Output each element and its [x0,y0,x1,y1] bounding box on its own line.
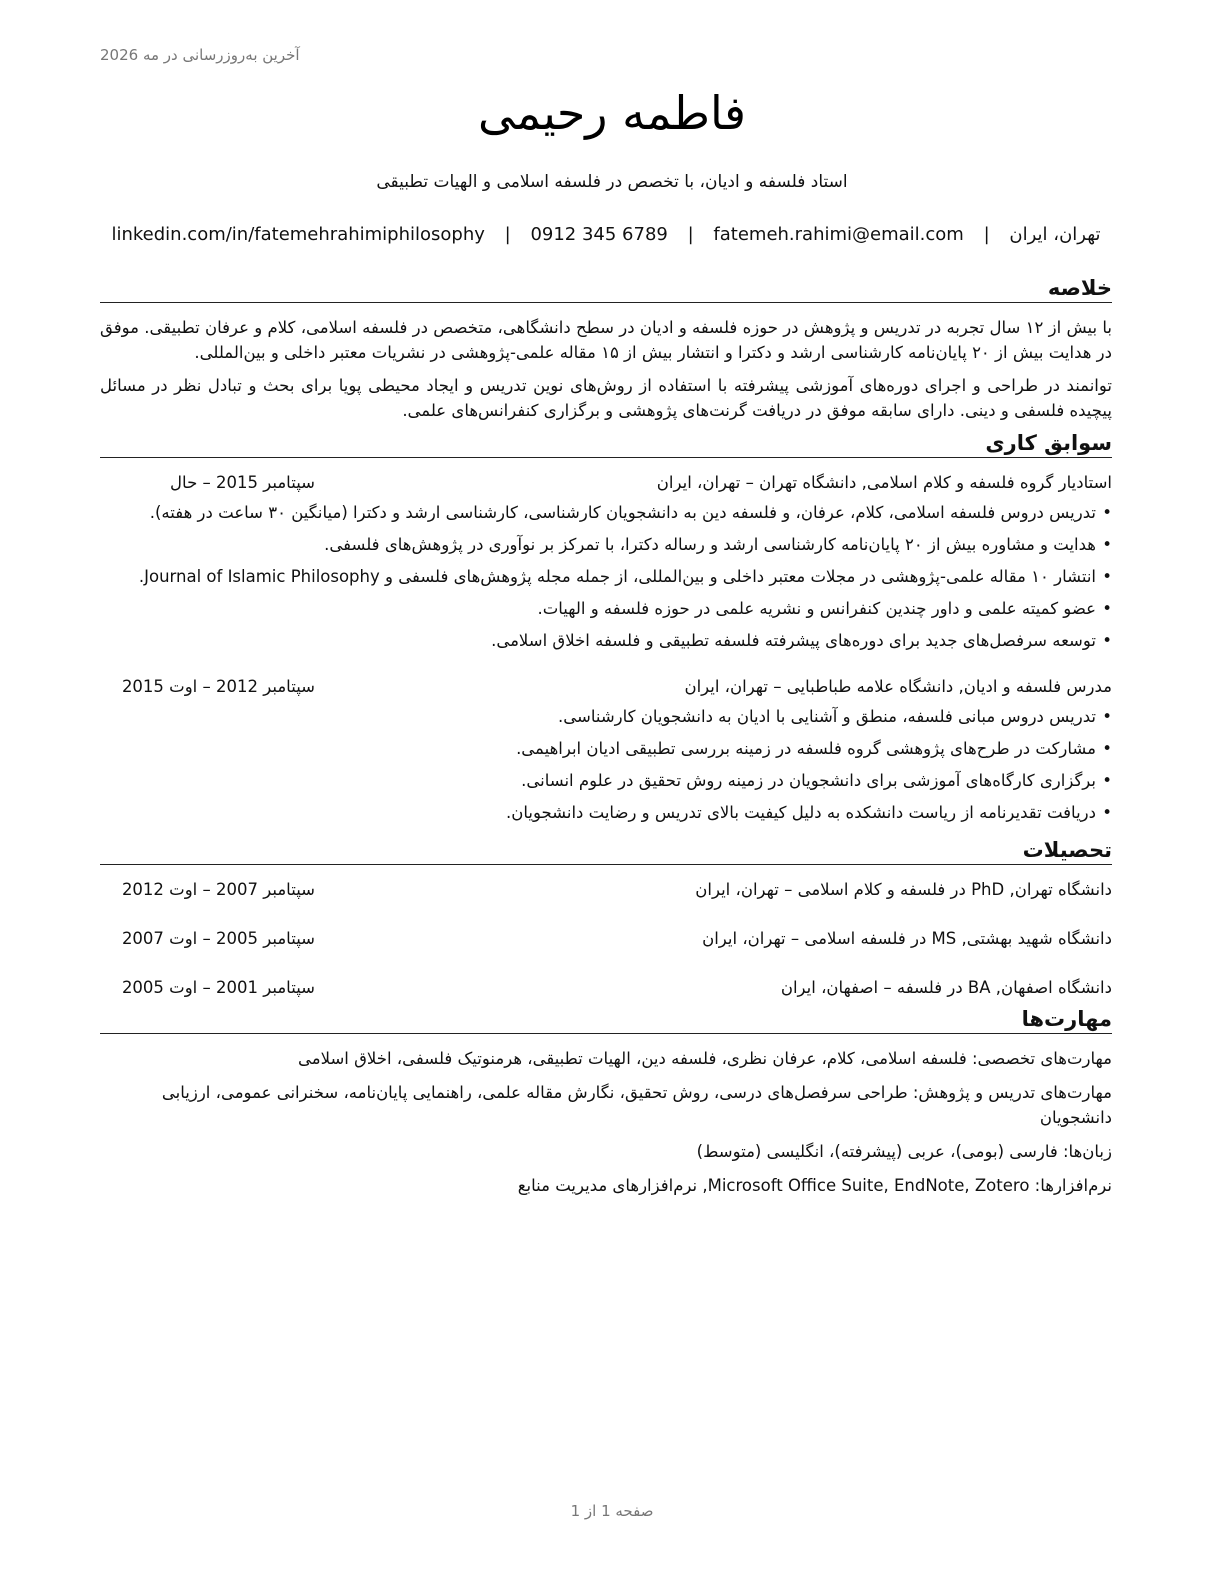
job-entry [100,674,1112,826]
bullet-item: • توسعه سرفصل‌های جدید برای دوره‌های پیشرفته فلسفه تطبیقی و فلسفه اخلاق اسلامی. [100,628,1112,654]
skill-line: مهارت‌های تدریس و پژوهش: طراحی سرفصل‌های درسی، روش تحقیق، نگارش مقاله علمی، راهنمایی پایان‌نامه، سخنرانی عمومی، ارزیابی دانشجویان [161,1083,1112,1127]
section-title: خلاصه [100,276,1112,303]
section-title: تحصیلات [100,838,1112,865]
education-entry [100,877,1112,903]
bullet-item: • مشارکت در طرح‌های پژوهشی گروه فلسفه در زمینه بررسی تطبیقی ادیان ابراهیمی. [100,736,1112,762]
contact-separator: | [983,224,990,245]
section-title: مهارت‌ها [100,1007,1112,1034]
job-header [100,470,1112,496]
job-bullets [100,704,1112,826]
resume-content [100,276,1112,1207]
bullet-item: • تدریس دروس فلسفه اسلامی، کلام، عرفان، و فلسفه دین به دانشجویان کارشناسی، کارشناسی ارشد و دکترا (میانگین ۳۰ ساعت در هفته). [100,500,1112,526]
summary-paragraph: با بیش از ۱۲ سال تجربه در تدریس و پژوهش در حوزه فلسفه و ادیان در سطح دانشگاهی، متخصص در فلسفه اسلامی، کلام و عرفان تطبیقی. موفق در هدایت بیش از ۲۰ پایان‌نامه کارشناسی ارشد و دکترا و انتشار بیش از ۱۵ مقاله علمی-پژوهشی در نشریات معتبر داخلی و بین‌المللی. [100,318,1112,362]
page-number: صفحه 1 از 1 [570,1502,654,1520]
education-degree: دانشگاه تهران, PhD در فلسفه و کلام اسلامی – تهران، ایران [695,880,1112,899]
skill-line: نرم‌افزارها: Microsoft Office Suite, EndNote, Zotero, نرم‌افزارهای مدیریت منابع [517,1176,1112,1195]
job-header [100,674,1112,700]
summary-section [100,276,1112,423]
person-name: فاطمه رحیمی [478,86,746,140]
bullet-item: • دریافت تقدیرنامه از ریاست دانشکده به دلیل کیفیت بالای تدریس و رضایت دانشجویان. [100,800,1112,826]
contact-line [100,224,1112,245]
headline: استاد فلسفه و ادیان، با تخصص در فلسفه اسلامی و الهیات تطبیقی [376,172,848,192]
contact-separator: | [504,224,511,245]
summary-paragraph: توانمند در طراحی و اجرای دوره‌های آموزشی پیشرفته با استفاده از روش‌های نوین تدریس و ایجاد محیطی پویا برای بحث و تبادل نظر در مسائل پیچیده فلسفی و دینی. دارای سابقه موفق در دریافت گرنت‌های پژوهشی و برگزاری کنفرانس‌های علمی. [100,376,1112,420]
education-entry [100,975,1112,1001]
contact-linkedin[interactable]: linkedin.com/in/fatemehrahimiphilosophy [111,224,485,245]
contact-email[interactable]: fatemeh.rahimi@email.com [713,224,964,245]
education-dates: سپتامبر 2005 – اوت 2007 [121,929,315,948]
job-role: مدرس فلسفه و ادیان, دانشگاه علامه طباطبایی – تهران، ایران [684,677,1112,696]
job-dates: سپتامبر 2012 – اوت 2015 [121,677,315,696]
bullet-item: • انتشار ۱۰ مقاله علمی-پژوهشی در مجلات معتبر داخلی و بین‌المللی، از جمله مجله پژوهش‌های فلسفی و Journal of Islamic Philosophy. [100,564,1112,590]
bullet-item: • هدایت و مشاوره بیش از ۲۰ پایان‌نامه کارشناسی ارشد و رساله دکترا، با تمرکز بر نوآوری در پژوهش‌های فلسفی. [100,532,1112,558]
skill-line: مهارت‌های تخصصی: فلسفه اسلامی، کلام، عرفان نظری، فلسفه دین، الهیات تطبیقی، هرمنوتیک فلسفی، اخلاق اسلامی [298,1049,1112,1068]
contact-phone: 0912 345 6789 [530,224,668,245]
skills-section [100,1007,1112,1198]
section-title: سوابق کاری [100,431,1112,458]
education-section [100,838,1112,1001]
bullet-item: • برگزاری کارگاه‌های آموزشی برای دانشجویان در زمینه روش تحقیق در علوم انسانی. [100,768,1112,794]
job-dates: سپتامبر 2015 – حال [170,473,315,492]
contact-separator: | [687,224,694,245]
skill-line: زبان‌ها: فارسی (بومی)، عربی (پیشرفته)، انگلیسی (متوسط) [696,1142,1112,1161]
education-degree: دانشگاه اصفهان, BA در فلسفه – اصفهان، ایران [780,978,1112,997]
bullet-item: • تدریس دروس مبانی فلسفه، منطق و آشنایی با ادیان به دانشجویان کارشناسی. [100,704,1112,730]
last-updated: آخرین به‌روزرسانی در مه 2026 [100,46,300,64]
job-bullets [100,500,1112,654]
contact-location: تهران، ایران [1009,224,1101,245]
job-entry [100,470,1112,654]
experience-section [100,431,1112,826]
job-role: استادیار گروه فلسفه و کلام اسلامی, دانشگاه تهران – تهران، ایران [656,473,1112,492]
education-dates: سپتامبر 2007 – اوت 2012 [121,880,315,899]
education-dates: سپتامبر 2001 – اوت 2005 [121,978,315,997]
education-entry [100,926,1112,952]
education-degree: دانشگاه شهید بهشتی, MS در فلسفه اسلامی – تهران، ایران [702,929,1112,948]
bullet-item: • عضو کمیته علمی و داور چندین کنفرانس و نشریه علمی در حوزه فلسفه و الهیات. [100,596,1112,622]
